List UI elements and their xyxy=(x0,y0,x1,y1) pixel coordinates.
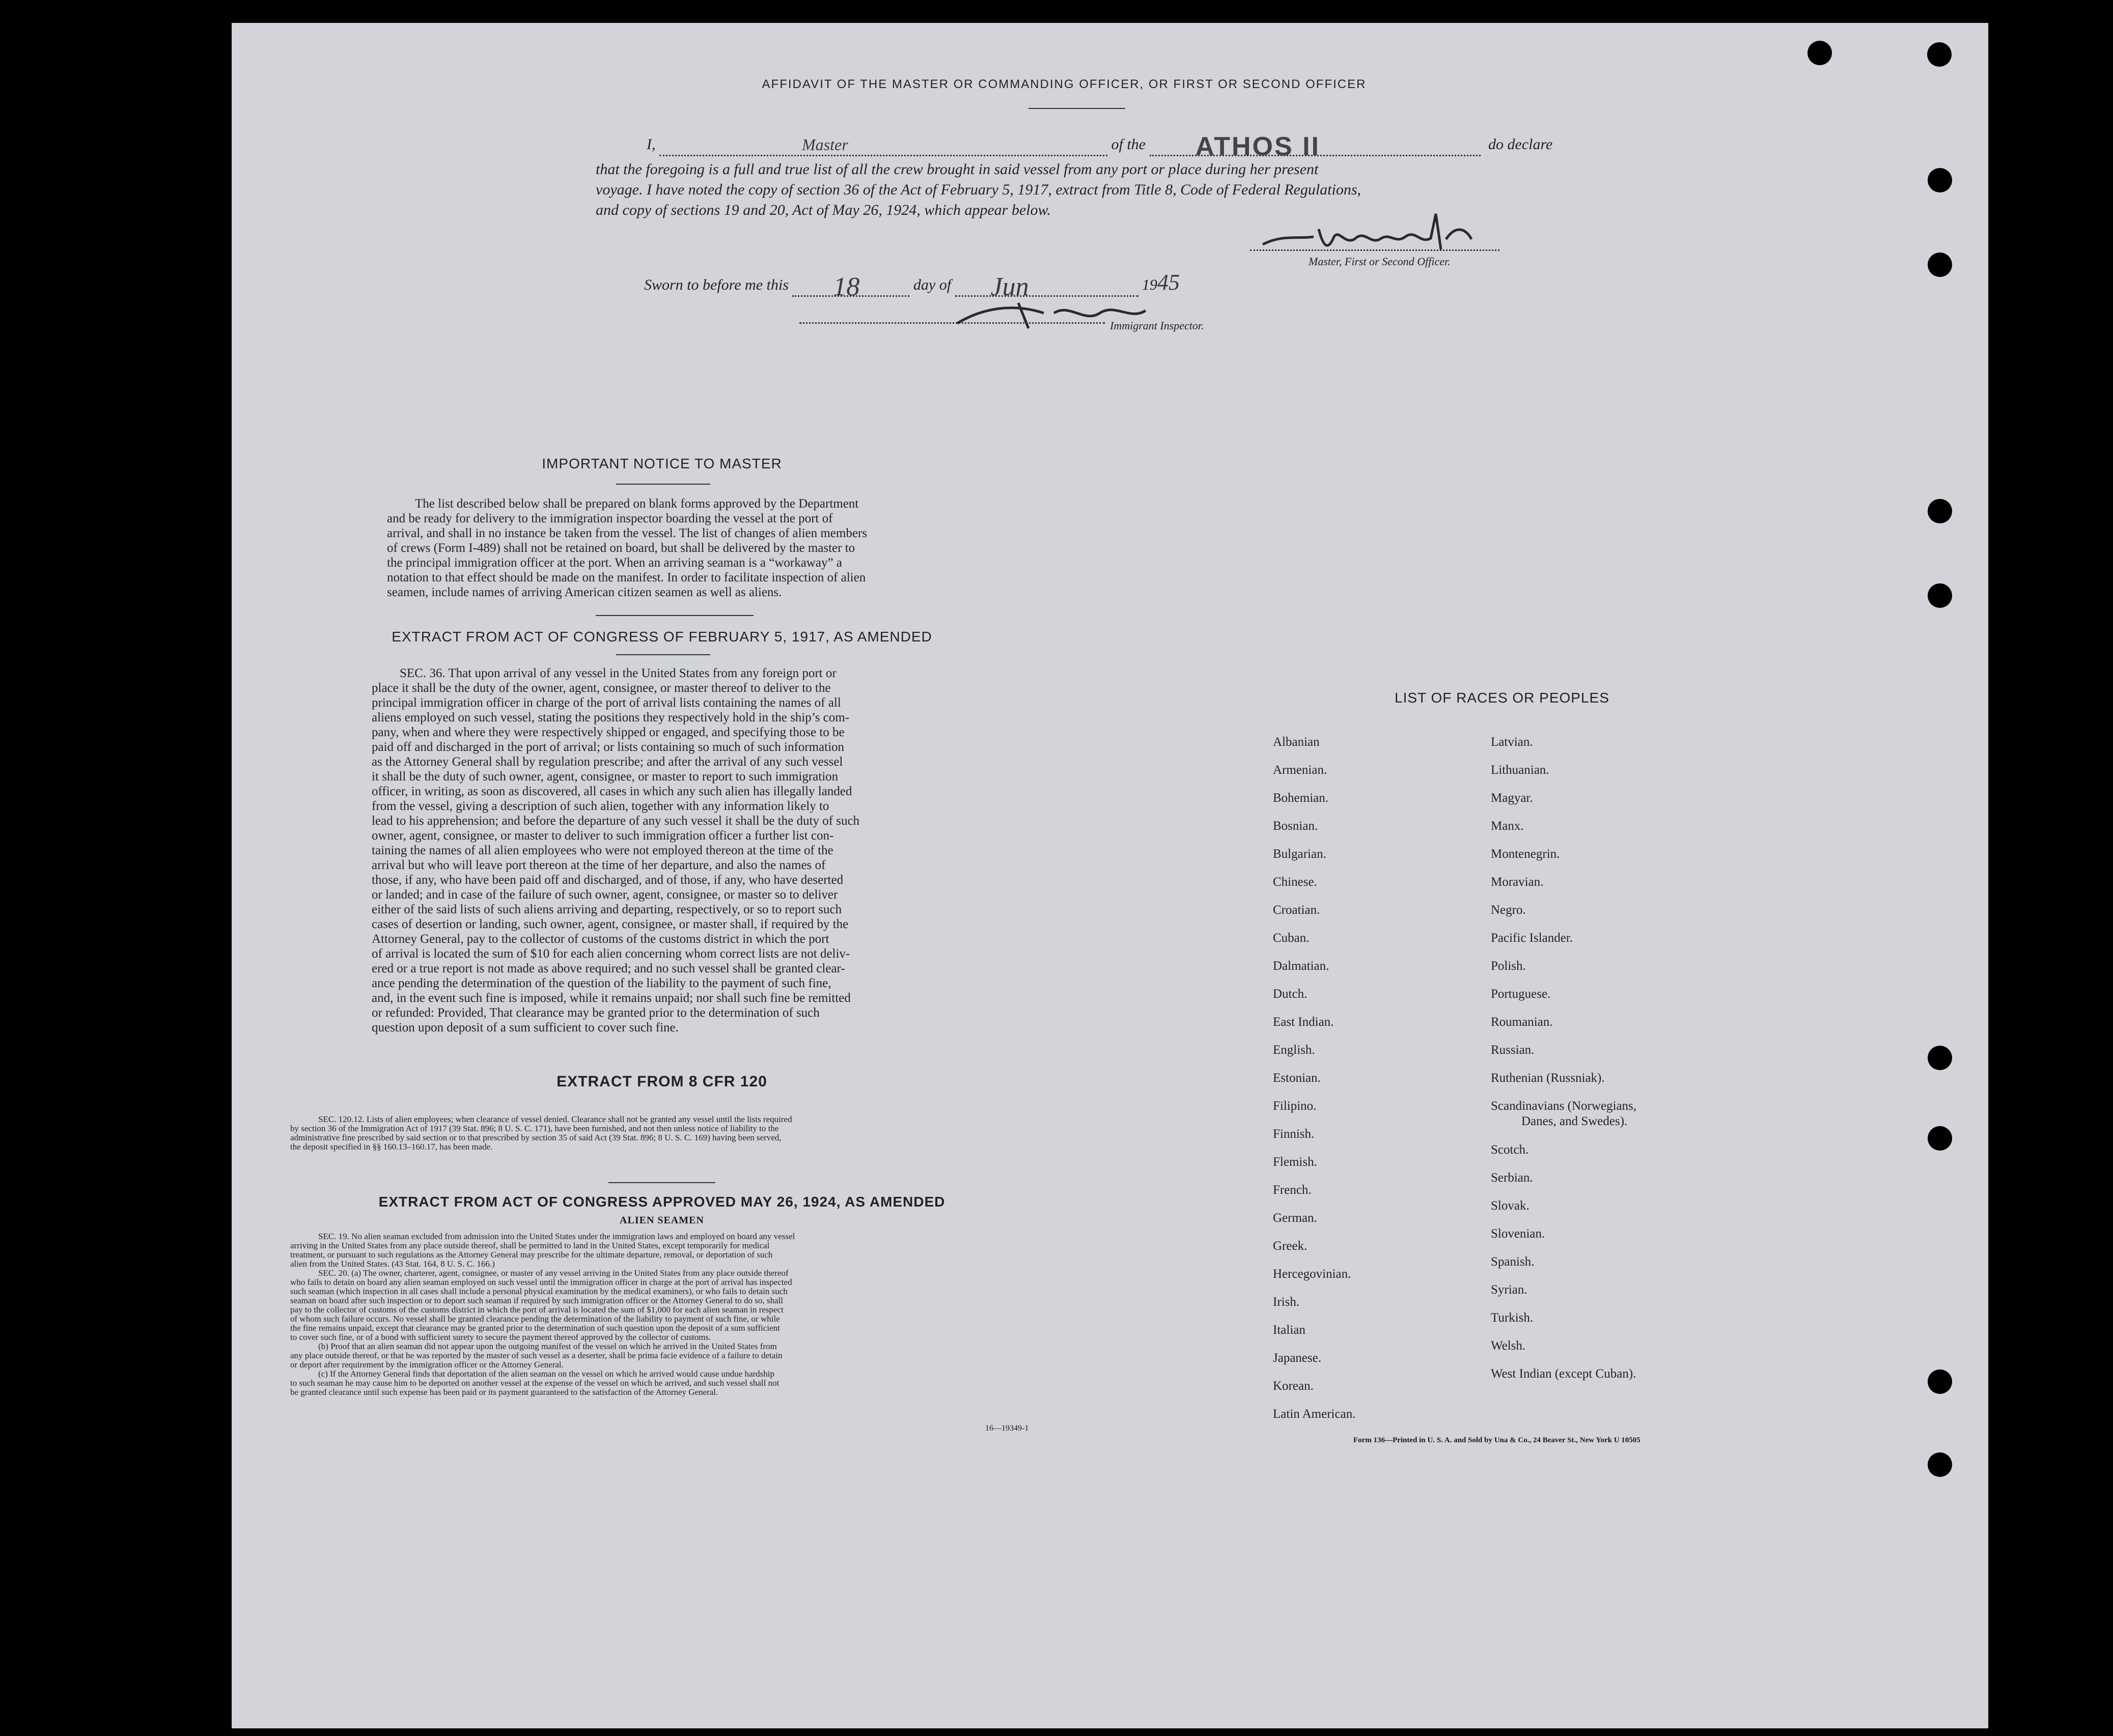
divider xyxy=(616,654,710,655)
punch-hole xyxy=(1928,1452,1952,1477)
divider xyxy=(1028,108,1125,109)
extract-1924-line: (b) Proof that an alien seaman did not appear upon the outgoing manifest of the vessel on which he arrived in the United States from xyxy=(318,1341,777,1351)
punch-hole xyxy=(1928,1369,1952,1394)
race-item: Latin American. xyxy=(1273,1407,1356,1421)
extract-1924-line: be granted clearance until such expense has been paid or its payment guaranteed to the satisfaction of the Attorney General. xyxy=(290,1387,718,1397)
year-prefix: 19 xyxy=(1142,276,1158,293)
affidavit-title: AFFIDAVIT OF THE MASTER OR COMMANDING OFFICER, OR FIRST OR SECOND OFFICER xyxy=(762,77,1367,91)
race-item: Ruthenian (Russniak). xyxy=(1491,1071,1605,1085)
race-item: Slovak. xyxy=(1491,1199,1530,1213)
extract-1917-line: it shall be the duty of such owner, agent, consignee, or master to report to such immigration xyxy=(372,770,839,783)
race-item: Turkish. xyxy=(1491,1311,1534,1325)
race-item: Pacific Islander. xyxy=(1491,931,1573,945)
extract-1924-line: such seaman (which inspection in all cases shall include a personal physical examination by the medical examiners), or who fails to detain such xyxy=(290,1286,788,1296)
race-item: Scotch. xyxy=(1491,1143,1529,1157)
race-item: Croatian. xyxy=(1273,903,1320,917)
extract-cfr-line: administrative fine prescribed by said section or to that prescribed by section 35 of said Act (39 Stat. 896; 8 U. S. C. 169) having been served, xyxy=(290,1133,782,1142)
race-item: Russian. xyxy=(1491,1043,1535,1057)
of-the-label: of the xyxy=(1111,136,1146,153)
race-item: French. xyxy=(1273,1183,1312,1197)
printer-imprint: Form 136—Printed in U. S. A. and Sold by Una & Co., 24 Beaver St., New York U 10505 xyxy=(1353,1436,1641,1444)
extract-1924-line: SEC. 20. (a) The owner, charterer, agent, consignee, or master of any vessel arriving in the United States from any place outside thereof xyxy=(318,1268,789,1278)
extract-1924-line: alien from the United States. (43 Stat. 164, 8 U. S. C. 166.) xyxy=(290,1259,495,1269)
extract-1924-line: any place outside thereof, or that he was reported by the master of such vessel as a deserter, shall be prima facie evidence of a failure to detain xyxy=(290,1351,783,1360)
officer-rank-value: Master xyxy=(802,135,848,154)
extract-1924-line: seaman on board after such inspection or to deport such seaman if required by such immigration officer or the Attorney General to do so, shall xyxy=(290,1296,783,1305)
extract-cfr-line: the deposit specified in §§ 160.13–160.17, has been made. xyxy=(290,1142,493,1152)
notice-line: The list described below shall be prepared on blank forms approved by the Department xyxy=(415,497,859,511)
race-item: Serbian. xyxy=(1491,1171,1533,1185)
punch-hole xyxy=(1928,1126,1952,1151)
race-item: Welsh. xyxy=(1491,1339,1526,1353)
extract-1917-line: from the vessel, giving a description of such alien, together with any information likely to xyxy=(372,799,829,813)
race-item: Bosnian. xyxy=(1273,819,1318,833)
race-item: Montenegrin. xyxy=(1491,847,1560,861)
race-item: Portuguese. xyxy=(1491,987,1551,1001)
extract-1917-line: arrival but who will leave port thereon at the time of her departure, and also the names of xyxy=(372,858,826,872)
extract-1924-line: to cover such fine, or of a bond with sufficient surety to secure the payment thereof approved by the collector of customs. xyxy=(290,1332,711,1342)
extract-1924-line: (c) If the Attorney General finds that deportation of the alien seaman on the vessel on which he arrived would cause undue hardship xyxy=(318,1369,774,1379)
punch-hole xyxy=(1927,42,1952,67)
divider xyxy=(608,1182,715,1183)
extract-1917-line: or refunded: Provided, That clearance may be granted prior to the determination of such xyxy=(372,1006,820,1020)
extract-1917-line: cases of desertion or landing, such owner, agent, consignee, or master shall, if required by the xyxy=(372,917,849,931)
extract-1924-title: EXTRACT FROM ACT OF CONGRESS APPROVED MAY 26, 1924, AS AMENDED xyxy=(378,1194,946,1210)
race-item: Moravian. xyxy=(1491,875,1544,889)
declaration-body-1: that the foregoing is a full and true list of all the crew brought in said vessel from any port or place during her present xyxy=(596,161,1319,178)
extract-cfr-title: EXTRACT FROM 8 CFR 120 xyxy=(557,1073,767,1090)
inspector-caption: Immigrant Inspector. xyxy=(1110,319,1204,332)
extract-1917-line: SEC. 36. That upon arrival of any vessel in the United States from any foreign port or xyxy=(400,666,837,680)
race-item: Greek. xyxy=(1273,1239,1308,1253)
race-item: West Indian (except Cuban). xyxy=(1491,1367,1636,1381)
race-item: Korean. xyxy=(1273,1379,1314,1393)
extract-cfr-body xyxy=(290,1115,1036,1152)
race-item: Manx. xyxy=(1491,819,1524,833)
year-value: 45 xyxy=(1157,270,1180,295)
extract-1917-line: place it shall be the duty of the owner, agent, consignee, or master thereof to deliver to the xyxy=(372,681,831,695)
race-item: Finnish. xyxy=(1273,1127,1315,1141)
extract-1917-line: question upon deposit of a sum sufficient to cover such fine. xyxy=(372,1021,679,1034)
race-item: Dalmatian. xyxy=(1273,959,1329,973)
extract-1924-line: pay to the collector of customs of the customs district in which the port of arrival is located the sum of $1,000 for each alien seaman in respect xyxy=(290,1305,784,1314)
punch-hole xyxy=(1928,168,1952,192)
day-value: 18 xyxy=(833,272,860,301)
extract-1917-line: either of the said lists of such aliens arriving and departing, respectively, or so to report such xyxy=(372,903,842,916)
race-item: East Indian. xyxy=(1273,1015,1334,1029)
extract-1917-line: ance pending the determination of the question of the liability to the payment of such fine, xyxy=(372,976,831,990)
extract-1917-line: as the Attorney General shall by regulation prescribe; and after the arrival of any such vessel xyxy=(372,755,843,769)
race-item: Bulgarian. xyxy=(1273,847,1326,861)
race-item: Scandinavians (Norwegians, xyxy=(1491,1099,1637,1113)
officer-rank-field xyxy=(659,134,1107,156)
sworn-label: Sworn to before me this xyxy=(644,276,789,293)
race-item: German. xyxy=(1273,1211,1317,1225)
form-number: 16—19349-1 xyxy=(985,1424,1029,1433)
race-item: Roumanian. xyxy=(1491,1015,1553,1029)
race-item: Spanish. xyxy=(1491,1255,1535,1269)
divider xyxy=(616,484,710,485)
race-item: Hercegovinian. xyxy=(1273,1267,1351,1281)
race-item: Latvian. xyxy=(1491,735,1533,749)
notice-line: notation to that effect should be made on the manifest. In order to facilitate inspection of alien xyxy=(387,571,866,584)
notice-title: IMPORTANT NOTICE TO MASTER xyxy=(542,456,782,471)
race-item: Negro. xyxy=(1491,903,1526,917)
race-item: Lithuanian. xyxy=(1491,763,1549,777)
notice-line: seamen, include names of arriving American citizen seamen as well as aliens. xyxy=(387,585,782,599)
race-item: Danes, and Swedes). xyxy=(1521,1114,1628,1128)
extract-1917-line: Attorney General, pay to the collector of customs of the customs district in which the port xyxy=(372,932,829,946)
extract-1917-body xyxy=(372,666,952,1035)
extract-1924-line: treatment, or pursuant to such regulations as the Attorney General may prescribe for the ultimate departure, removal, or deportation of such xyxy=(290,1250,773,1259)
notice-line: of crews (Form I-489) shall not be retained on board, but shall be delivered by the master to xyxy=(387,541,855,555)
day-of-label: day of xyxy=(913,276,952,293)
extract-1924-line: arriving in the United States from any place outside thereof, shall be permitted to land in the United States, except temporarily for medical xyxy=(290,1241,770,1250)
extract-1917-line: ered or a true report is not made as above required; and no such vessel shall be granted clear- xyxy=(372,962,845,975)
i-label: I, xyxy=(647,136,656,153)
race-item: Polish. xyxy=(1491,959,1526,973)
extract-1917-line: of arrival is located the sum of $10 for each alien concerning whom correct lists are not deliv- xyxy=(372,947,850,961)
extract-1924-line: who fails to detain on board any alien seaman employed on such vessel until the immigration officer in charge at the port of arrival has inspected xyxy=(290,1277,792,1287)
race-item: Albanian xyxy=(1273,735,1320,749)
race-item: Cuban. xyxy=(1273,931,1310,945)
notice-line: and be ready for delivery to the immigration inspector boarding the vessel at the port of xyxy=(387,512,833,525)
race-item: Dutch. xyxy=(1273,987,1308,1001)
extract-1917-line: or landed; and in case of the failure of such owner, agent, consignee, or master so to deliver xyxy=(372,888,838,902)
notice-line: the principal immigration officer at the port. When an arriving seaman is a “workaway” a xyxy=(387,556,842,570)
extract-1924-line: SEC. 19. No alien seaman excluded from admission into the United States under the immigration laws and employed on board any vessel xyxy=(318,1231,795,1241)
extract-1917-line: lead to his apprehension; and before the departure of any such vessel it shall be the duty of such xyxy=(372,814,860,828)
extract-1917-line: aliens employed on such vessel, stating the positions they respectively hold in the ship’s com- xyxy=(372,711,850,724)
vessel-name: ATHOS II xyxy=(1195,132,1320,161)
month-value: Jun xyxy=(990,272,1029,301)
race-item: Armenian. xyxy=(1273,763,1327,777)
extract-cfr-line: by section 36 of the Immigration Act of 1917 (39 Stat. 896; 8 U. S. C. 171), have been furnished, and not then unless notice of liability to the xyxy=(290,1124,779,1133)
race-item: Estonian. xyxy=(1273,1071,1321,1085)
punch-hole xyxy=(1928,1046,1952,1070)
extract-1924-body xyxy=(290,1232,1036,1397)
extract-1917-line: and, in the event such fine is imposed, while it remains unpaid; nor shall such fine be remitted xyxy=(372,991,851,1005)
extract-1924-line: or deport after requirement by the immigration officer or the Attorney General. xyxy=(290,1360,564,1369)
punch-hole xyxy=(1808,41,1832,65)
race-item: Flemish. xyxy=(1273,1155,1317,1169)
race-item: Chinese. xyxy=(1273,875,1317,889)
do-declare-label: do declare xyxy=(1488,136,1553,153)
extract-1924-line: the fine remains unpaid, except that clearance may be granted prior to the determination of such question upon the deposit of a sum sufficient xyxy=(290,1323,780,1333)
extract-cfr-line: SEC. 120.12. Lists of alien employees; when clearance of vessel denied. Clearance shall not be granted any vessel until the lists required xyxy=(318,1114,792,1124)
race-item: Italian xyxy=(1273,1323,1305,1337)
races-right-column xyxy=(1491,735,1636,1395)
punch-hole xyxy=(1928,583,1952,608)
extract-1924-subtitle: ALIEN SEAMEN xyxy=(620,1215,704,1226)
extract-1917-line: owner, agent, consignee, or master to deliver to such immigration officer a further list con- xyxy=(372,829,834,843)
race-item: Irish. xyxy=(1273,1295,1300,1309)
race-item: Magyar. xyxy=(1491,791,1533,805)
extract-1917-title: EXTRACT FROM ACT OF CONGRESS OF FEBRUARY 5, 1917, AS AMENDED xyxy=(392,629,932,645)
extract-1917-line: taining the names of all alien employees who were not employed thereon at the time of the xyxy=(372,844,833,857)
extract-1917-line: paid off and discharged in the port of arrival; or lists containing so much of such information xyxy=(372,740,845,754)
extract-1924-line: of whom such failure occurs. No vessel shall be granted clearance pending the determination of the liability to payment of such fine, or while xyxy=(290,1314,780,1324)
race-item: Syrian. xyxy=(1491,1283,1527,1297)
extract-1917-line: officer, in writing, as soon as discovered, all cases in which any such alien has illegally landed xyxy=(372,785,852,798)
races-left-column xyxy=(1273,735,1355,1435)
notice-body xyxy=(387,496,955,600)
notice-line: arrival, and shall in no instance be taken from the vessel. The list of changes of alien members xyxy=(387,526,867,540)
extract-1917-line: those, if any, who have been paid off and discharged, and of those, if any, who have deserted xyxy=(372,873,844,887)
race-item: Bohemian. xyxy=(1273,791,1329,805)
extract-1917-line: pany, when and where they were respectively shipped or engaged, and specifying those to be xyxy=(372,725,845,739)
declaration-line xyxy=(647,132,1573,161)
day-field xyxy=(792,272,909,301)
punch-hole xyxy=(1928,499,1952,523)
race-item: Slovenian. xyxy=(1491,1227,1545,1241)
vessel-field xyxy=(1150,132,1481,161)
master-signature-caption: Master, First or Second Officer. xyxy=(1309,255,1451,268)
punch-hole xyxy=(1928,253,1952,277)
divider xyxy=(596,615,754,616)
extract-1917-line: principal immigration officer in charge of the port of arrival lists containing the names of all xyxy=(372,696,841,710)
race-item: Japanese. xyxy=(1273,1351,1322,1365)
race-item: Filipino. xyxy=(1273,1099,1317,1113)
extract-1924-line: to such seaman he may cause him to be deported on another vessel at the expense of the vessel on which he arrived, and such vessel shall not xyxy=(290,1378,780,1388)
races-title: LIST OF RACES OR PEOPLES xyxy=(1395,690,1609,706)
declaration-body-3: and copy of sections 19 and 20, Act of May 26, 1924, which appear below. xyxy=(596,202,1051,218)
declaration-body-2: voyage. I have noted the copy of section 36 of the Act of February 5, 1917, extract from Title 8, Code of Federal Regulations, xyxy=(596,181,1361,198)
race-item: English. xyxy=(1273,1043,1315,1057)
